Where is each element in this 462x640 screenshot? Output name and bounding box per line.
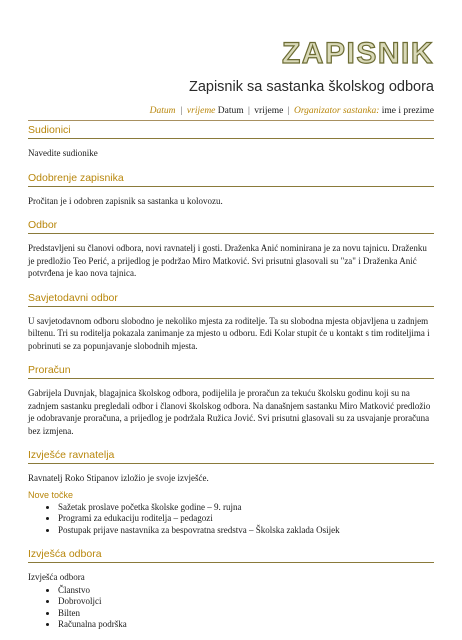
section-heading: Odbor (28, 216, 434, 234)
new-items-heading: Nove točke (28, 489, 74, 500)
advisory-text[interactable]: U savjetodavnom odboru slobodno je nekoliko mjesta za roditelje. Ta su slobodna mjesta objavljena u zadnjem biltenu. Tri su roditelja pokazala zanimanje za mjesto u odboru. Edi Kolar stupit će u kontakt s tim roditeljima i pobrinuti se za popunjavanje slobodnih mjesta. (28, 315, 430, 351)
section-body (28, 187, 434, 217)
date-label: Datum (149, 106, 176, 116)
section-budget (28, 361, 434, 446)
meta-separator: | (179, 106, 183, 116)
section-heading: Savjetodavni odbor (28, 289, 434, 307)
document-title: ZAPISNIK (281, 37, 434, 70)
date-value[interactable]: Datum (217, 106, 244, 116)
section-board (28, 216, 434, 289)
organizer-label: Organizator sastanka: (293, 106, 380, 116)
budget-text[interactable]: Gabrijela Duvnjak, blagajnica školskog odbora, podijelila je proračun za tekuću školsku godinu koji su na zadnjem sastanku pregledali odbor i članovi školskog odbora. Na današnjem sastanku Miro Matković predložio je odobravanje proračuna, a prijedlog je podržala Ružica Jović. Svi prisutni glasovali su za usvajanje proračuna bez izmjena. (28, 388, 431, 436)
section-approval (28, 169, 434, 217)
section-principal-report (28, 446, 434, 545)
time-label: vrijeme (186, 106, 216, 116)
list-item[interactable]: • Članstvo (58, 585, 434, 597)
section-heading: Proračun (28, 361, 434, 379)
section-attendees (28, 121, 434, 169)
section-body (28, 563, 434, 640)
section-heading: Odobrenje zapisnika (28, 169, 434, 187)
new-items-list (28, 502, 434, 537)
organizer-value[interactable]: ime i prezime (381, 106, 434, 116)
list-item[interactable]: • Dobrovoljci (58, 596, 434, 608)
reports-list (28, 585, 434, 631)
meta-separator: | (248, 106, 250, 116)
reports-text[interactable]: Izvješća odbora (28, 572, 85, 582)
section-heading: Izvješća odbora (28, 545, 434, 563)
section-body (28, 464, 434, 545)
section-advisory (28, 289, 434, 362)
approval-text[interactable]: Pročitan je i odobren zapisnik sa sastanka u kolovozu. (28, 195, 223, 206)
section-heading: Izvješće ravnatelja (28, 446, 434, 464)
document-subtitle: Zapisnik sa sastanka školskog odbora (188, 79, 434, 95)
attendees-text[interactable]: Navedite sudionike (28, 148, 98, 158)
section-body (28, 307, 434, 362)
meta-separator: | (287, 106, 290, 116)
section-body (28, 139, 434, 169)
list-item[interactable]: • Postupak prijave nastavnika za bespovratna sredstva – Školska zaklada Osijek (58, 525, 434, 537)
section-body (28, 234, 434, 289)
section-body (28, 379, 434, 446)
list-item[interactable]: • Bilten (58, 608, 434, 620)
list-item[interactable]: • Programi za edukaciju roditelja – pedagozi (58, 513, 434, 525)
board-text[interactable]: Predstavljeni su članovi odbora, novi ravnatelj i gosti. Draženka Anić nominirana je za novu tajnicu. Draženku je predložio Teo Perić, a prijedlog je podržao Miro Matković. Svi prisutni glasovali su "za" i Draženka Anić potvrđena je kao nova tajnica. (28, 243, 427, 278)
section-committee-reports (28, 545, 434, 640)
meeting-meta (28, 105, 434, 117)
principal-text[interactable]: Ravnatelj Roko Stipanov izložio je svoje izvješće. (28, 473, 209, 483)
list-item[interactable]: • Sažetak proslave početka školske godine – 9. rujna (58, 502, 434, 514)
list-item[interactable]: • Računalna podrška (58, 619, 434, 631)
time-value[interactable]: vrijeme (254, 106, 284, 116)
section-heading: Sudionici (28, 121, 434, 139)
